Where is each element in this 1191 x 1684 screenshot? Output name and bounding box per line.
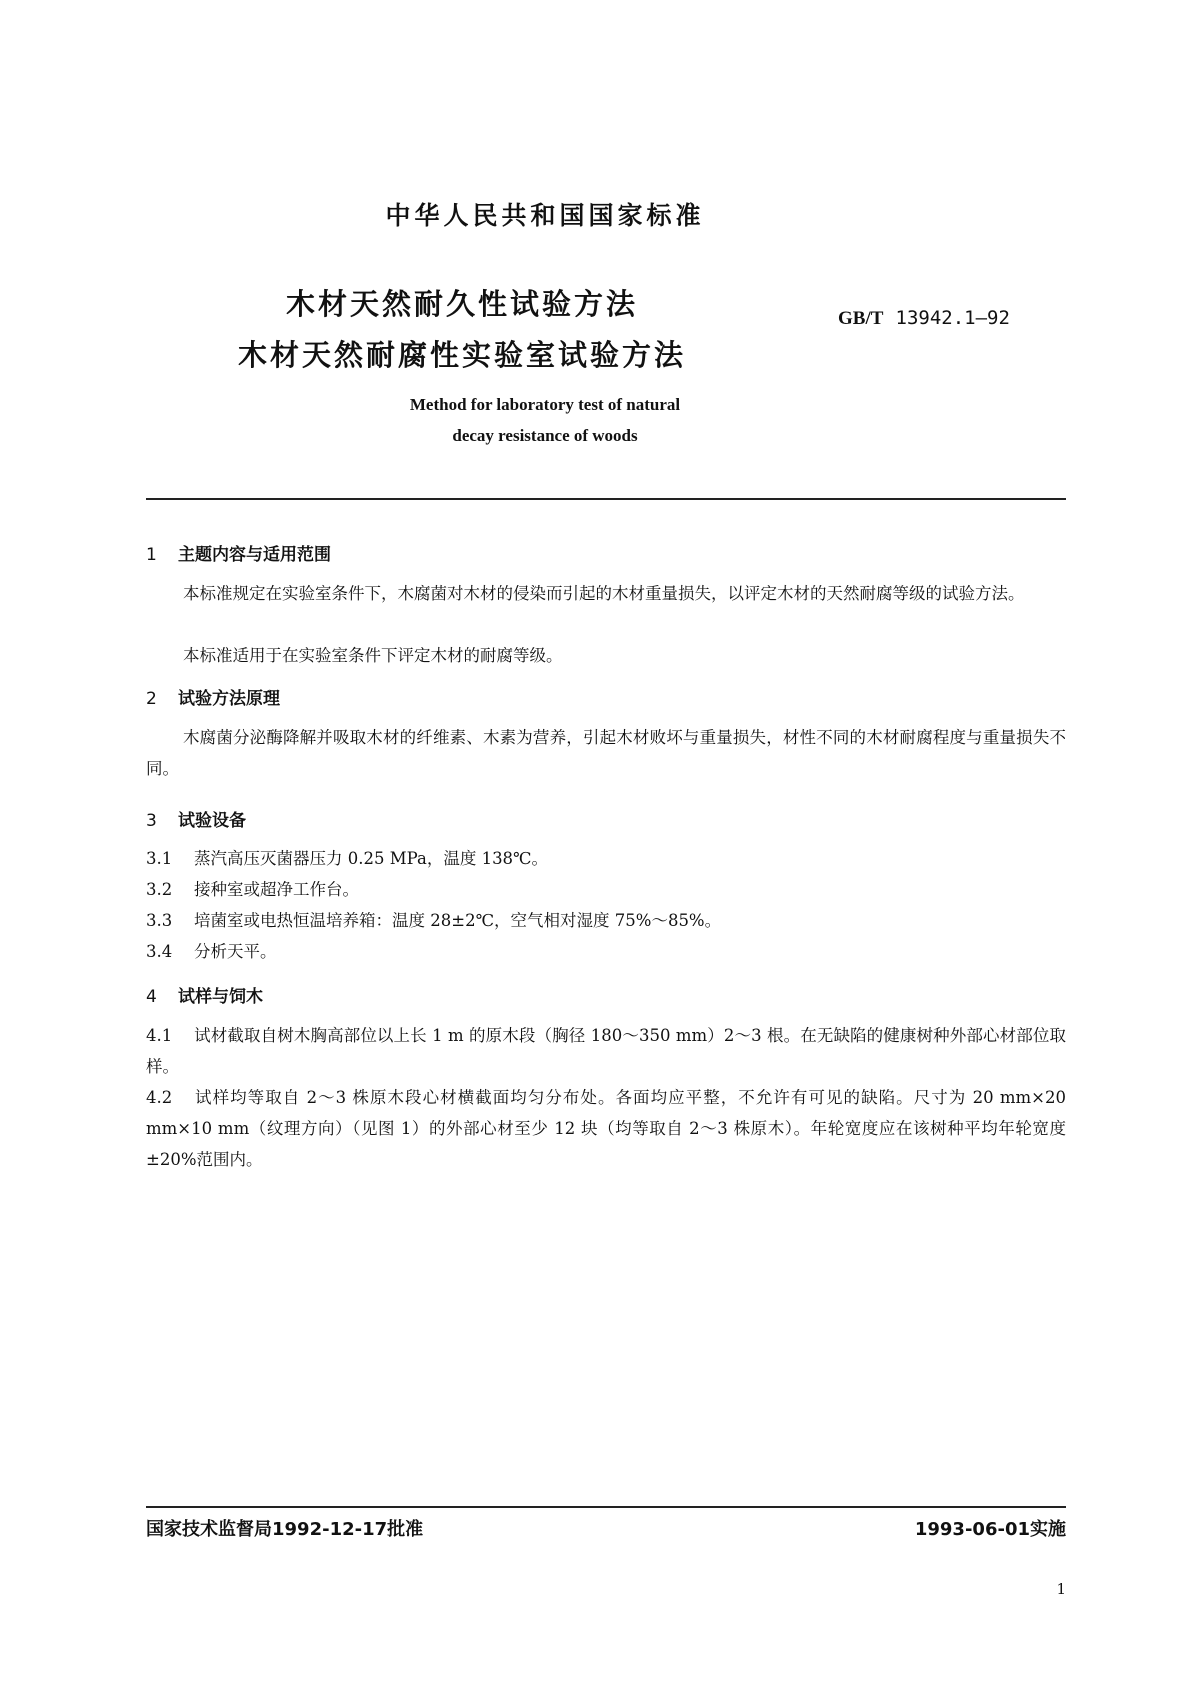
section-3-heading [146,806,246,831]
standard-code [838,307,1010,330]
clause-3-1 [146,843,1066,874]
section-3-title: 试验设备 [178,811,246,831]
header-divider [146,498,1066,500]
section-4-heading [146,982,263,1007]
clause-text: 培菌室或电热恒温培养箱：温度 28±2℃，空气相对湿度 75%～85%。 [194,911,722,930]
clause-4-1 [146,1020,1066,1082]
standard-code-prefix: GB/T [838,308,884,329]
clause-number: 3.1 [146,849,173,868]
clause-number: 3.3 [146,911,173,930]
standard-title-line1: 木材天然耐久性试验方法 [285,287,638,321]
clause-3-3 [146,905,1066,936]
standard-code-number: 13942.1—92 [895,307,1010,329]
page-number: 1 [1056,1580,1066,1598]
section-3-number: 3 [146,811,157,831]
approval-note: 国家技术监督局1992-12-17批准 [146,1519,424,1540]
clause-text: 分析天平。 [194,942,277,961]
clause-number: 3.2 [146,880,173,899]
section-4-number: 4 [146,987,157,1007]
section-2-heading [146,684,280,709]
english-title-line2: decay resistance of woods [452,426,638,445]
section-1-heading [146,540,331,565]
section-2-number: 2 [146,689,157,709]
standard-title-line2: 木材天然耐腐性实验室试验方法 [237,338,686,372]
implementation-date: 1993-06-01实施 [914,1519,1066,1540]
section-1-paragraph-2: 本标准适用于在实验室条件下评定木材的耐腐等级。 [183,646,563,665]
national-standard-heading: 中华人民共和国国家标准 [385,201,705,230]
clause-text: 试样均等取自 2～3 株原木段心材横截面均匀分布处。各面均应平整，不允许有可见的缺陷。尺寸为 20 mm×20 mm×10 mm（纹理方向）（见图 1）的外部心材至少 12 块（均等取自 2～3 株原木）。年轮宽度应在该树种平均年轮宽度±20%范围内。 [146,1088,1066,1169]
clause-text: 试材截取自树木胸高部位以上长 1 m 的原木段（胸径 180～350 mm）2～3 根。在无缺陷的健康树种外部心材部位取样。 [146,1026,1066,1076]
english-title-line1: Method for laboratory test of natural [409,395,681,414]
section-1-paragraph-1: 本标准规定在实验室条件下，木腐菌对木材的侵染而引起的木材重量损失，以评定木材的天然耐腐等级的试验方法。 [183,584,1025,603]
clause-4-2 [146,1082,1066,1175]
clause-text: 蒸汽高压灭菌器压力 0.25 MPa，温度 138℃。 [194,849,549,868]
clause-number: 4.2 [146,1088,173,1107]
section-2-paragraph-1: 木腐菌分泌酶降解并吸取木材的纤维素、木素为营养，引起木材败坏与重量损失，材性不同的木材耐腐程度与重量损失不同。 [146,728,1066,778]
clause-3-2 [146,874,1066,905]
clause-text: 接种室或超净工作台。 [194,880,359,899]
section-4-title: 试样与饲木 [178,987,263,1007]
clause-number: 4.1 [146,1026,173,1045]
clause-3-4 [146,936,1066,967]
footer-divider [146,1506,1066,1508]
section-2-title: 试验方法原理 [178,689,280,709]
section-1-number: 1 [146,545,157,565]
section-1-title: 主题内容与适用范围 [178,545,331,565]
clause-number: 3.4 [146,942,173,961]
